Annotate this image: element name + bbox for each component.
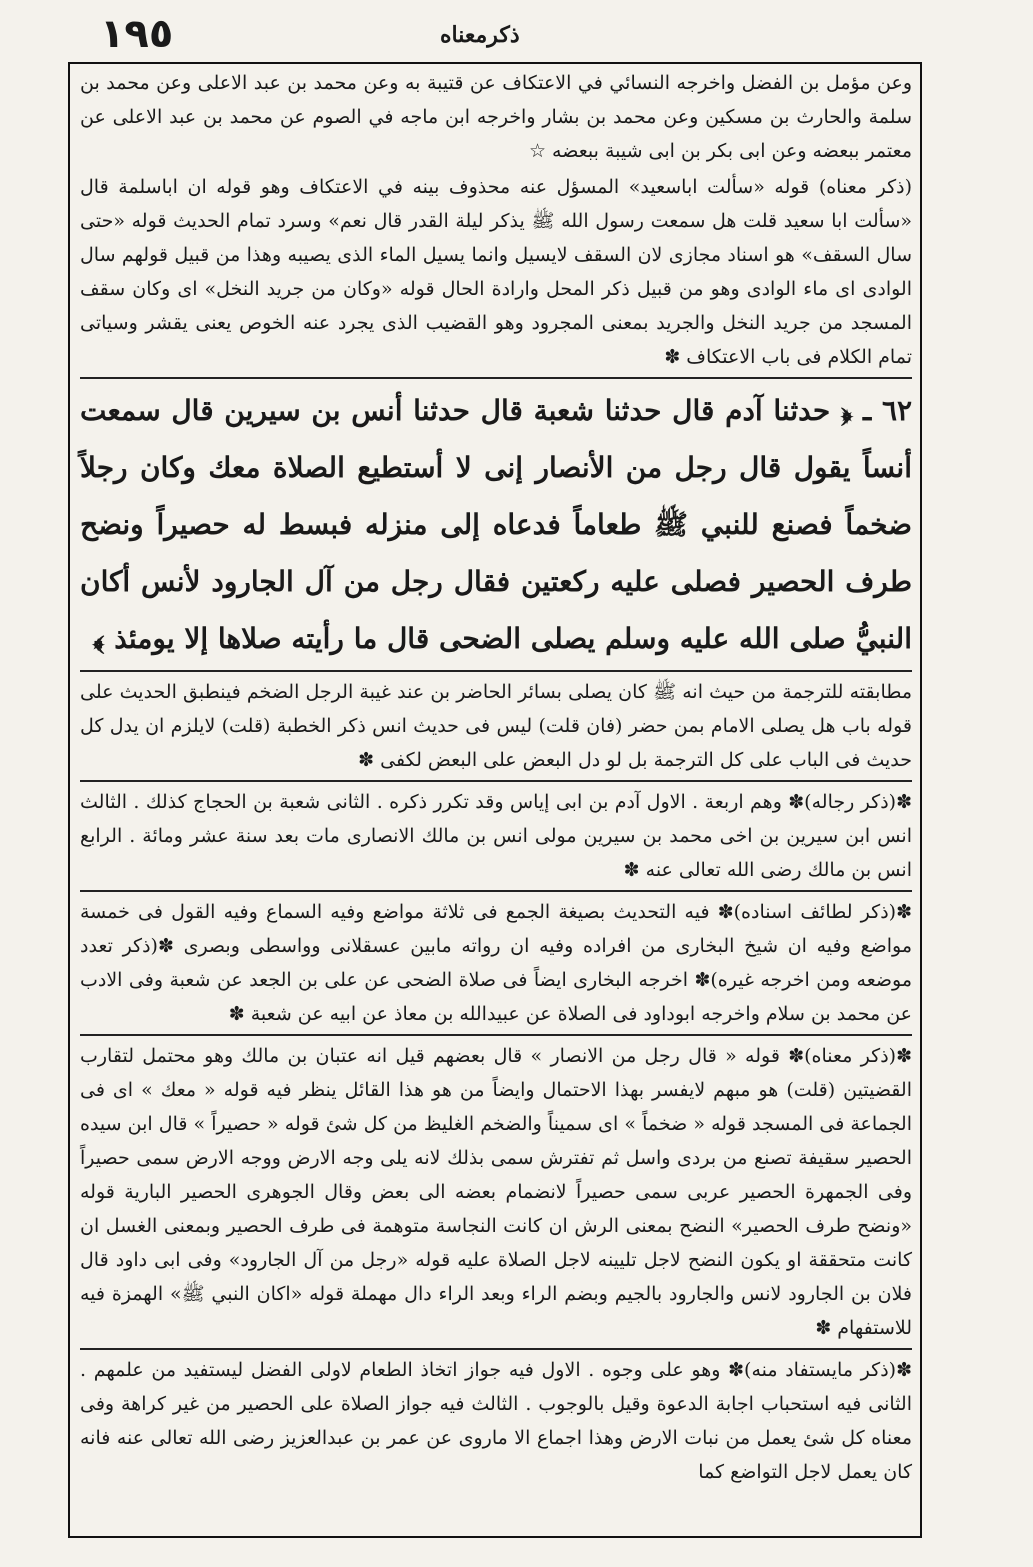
page-header xyxy=(40,11,920,57)
section-divider xyxy=(80,1034,912,1036)
body-text xyxy=(80,66,912,1489)
commentary-benefits: ✽(ذكر مايستفاد منه)✽ وهو على وجوه . الاول فيه جواز اتخاذ الطعام لاولى الفضل ليستفيد من علمهم . الثانى فيه استحباب اجابة الدعوة وقيل بالوجوب . الثالث فيه جواز الصلاة على الحصير من غير كراهة وفى معناه كل شئ يعمل من نبات الارض وهذا اجماع الا ماروى عن عمر بن عبدالعزيز رضى الله تعالى عنه فانه كان يعمل لاجل التواضع كما xyxy=(80,1359,912,1483)
commentary-isnad: ✽(ذكر لطائف اسناده)✽ فيه التحديث بصيغة الجمع فى ثلاثة مواضع وفيه السماع وفيه القول فى خمسة مواضع وفيه ان شيخ البخارى من افراده وفيه ان رواته مابين عسقلانى وواسطى وبصرى ✽(ذكر تعدد موضعه ومن اخرجه غيره)✽ اخرجه البخارى ايضاً فى صلاة الضحى عن على بن الجعد عن شعبة وفى الادب عن محمد بن سلام واخرجه ابوداود فى الصلاة عن عبيدالله بن معاذ عن ابيه عن شعبة ✽ xyxy=(80,901,912,1025)
section-divider xyxy=(80,780,912,782)
running-head: ذكرمعناه xyxy=(440,22,520,48)
paragraph-references: وعن مؤمل بن الفضل واخرجه النسائي في الاعتكاف عن قتيبة به وعن محمد بن عبد الاعلى وعن محمد بن سلمة والحارث بن مسكين وعن محمد بن بشار واخرجه ابن ماجه في الصوم عن محمد بن عبد الاعلى عن معتمر ببعضه وعن ابى بكر بن ابى شيبة ببعضه ☆ xyxy=(80,72,912,162)
hadith-text: ٦٢ ـ ﴿ حدثنا آدم قال حدثنا شعبة قال حدثنا أنس بن سيرين قال سمعت أنساً يقول قال رجل من الأنصار إنى لا أستطيع الصلاة معك وكان رجلاً ضخماً فصنع للنبي ﷺ طعاماً فدعاه إلى منزله فبسط له حصيراً ونضح طرف الحصير فصلى عليه ركعتين فقال رجل من آل الجارود لأنس أكان النبيُّ صلى الله عليه وسلم يصلى الضحى قال ما رأيته صلاها إلا يومئذ ﴾ xyxy=(80,394,913,655)
commentary-correspondence: مطابقته للترجمة من حيث انه ﷺ كان يصلى بسائر الحاضر بن عند غيبة الرجل الضخم فينطبق الحديث على قوله باب هل يصلى الامام بمن حضر (فان قلت) ليس فى حديث انس ذكر الخطبة (قلت) لايلزم ان يدل كل حديث فى الباب على كل الترجمة بل لو دل البعض على البعض لكفى ✽ xyxy=(80,681,912,771)
section-divider xyxy=(80,670,912,672)
paragraph-meaning: (ذكر معناه) قوله «سألت اباسعيد» المسؤل عنه محذوف بينه في الاعتكاف وهو قوله ان اباسلمة قال «سألت ابا سعيد قلت هل سمعت رسول الله ﷺ يذكر ليلة القدر قال نعم» وسرد تمام الحديث قوله «حتى سال السقف» هو اسناد مجازى لان السقف لايسيل وانما يسيل الماء الذى يصيبه وهذا من قبيل قولهم سال الوادى اى ماء الوادى وهو من قبيل ذكر المحل وارادة الحال قوله «وكان من جريد النخل» اى وكان سقف المسجد من جريد النخل والجريد بمعنى المجرود وهو القضيب الذى يجرد عنه الخوص يعنى يقشر وسياتى تمام الكلام فى باب الاعتكاف ✽ xyxy=(80,176,912,368)
section-divider xyxy=(80,890,912,892)
section-divider xyxy=(80,1348,912,1350)
commentary-narrators: ✽(ذكر رجاله)✽ وهم اربعة . الاول آدم بن ابى إياس وقد تكرر ذكره . الثانى شعبة بن الحجاج كذلك . الثالث انس ابن سيرين بن اخى محمد بن سيرين مولى انس بن مالك الانصارى مات بعد سنة عشر ومائة . الرابع انس بن مالك رضى الله تعالى عنه ✽ xyxy=(80,791,912,881)
page-number: ١٩٥ xyxy=(100,11,174,57)
commentary-meaning: ✽(ذكر معناه)✽ قوله « قال رجل من الانصار » قال بعضهم قيل انه عتبان بن مالك وهو محتمل لتقارب القضيتين (قلت) هو مبهم لايفسر بهذا الاحتمال وايضاً من هو هذا القائل ينظر فيه قوله « معك » اى فى الجماعة فى المسجد قوله « ضخماً » اى سميناً والضخم الغليظ من كل شئ قوله « حصيراً » قال ابن سيده الحصير سقيفة تصنع من بردى واسل ثم تفترش سمى بذلك لانه يلى وجه الارض ووجه الارض سمى حصيراً وفى الجمهرة الحصير عربى سمى حصيراً لانضمام بعضه الى بعض وقال الجوهرى الحصير البارية قوله «ونضح طرف الحصير» النضح بمعنى الرش ان كانت النجاسة متوهمة فى طرف الحصير وبمعنى الغسل ان كانت متحققة او يكون النضح لاجل تليينه لاجل الصلاة عليه قوله «رجل من آل الجارود» وفى ابى داود قال فلان بن الجارود لانس والجارود بالجيم وبضم الراء وبعد الراء دال مهملة قوله «اكان النبي ﷺ» الهمزة فيه للاستفهام ✽ xyxy=(80,1045,912,1339)
section-divider xyxy=(80,377,912,379)
